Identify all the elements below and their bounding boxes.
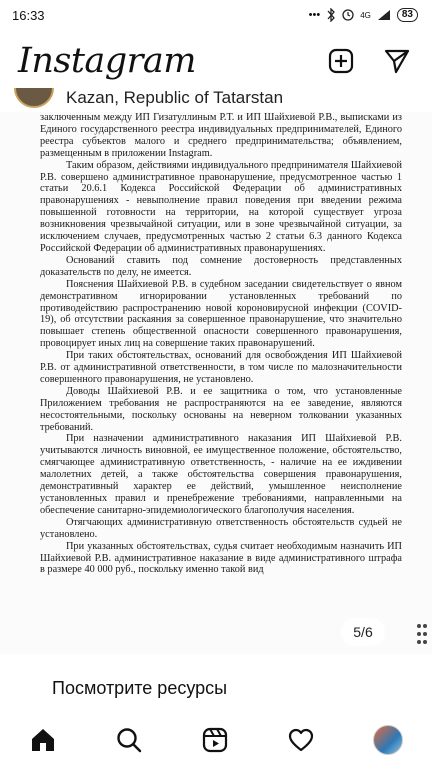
doc-paragraph: Оснований ставить под сомнение достоверность представленных доказательств по делу, не имеется.: [40, 254, 402, 278]
profile-avatar[interactable]: [373, 725, 403, 755]
instagram-logo[interactable]: Instagram: [18, 41, 196, 81]
resources-link[interactable]: Посмотрите ресурсы: [52, 678, 228, 698]
doc-paragraph: Отягчающих административную ответственность обстоятельств судьей не установлено.: [40, 516, 402, 540]
battery-indicator: 83: [397, 8, 418, 22]
alarm-icon: [342, 9, 354, 21]
doc-paragraph: При таких обстоятельствах, оснований для освобождения ИП Шайхиевой Р.В. от административной ответственности, в том числе по малозначительности совершенного правонарушения, не установлено.: [40, 350, 402, 385]
notification-dots: •••: [308, 9, 321, 21]
post-avatar[interactable]: [14, 88, 54, 108]
document-text: [40, 112, 402, 576]
post-location[interactable]: Kazan, Republic of Tatarstan: [66, 88, 284, 107]
create-post-icon[interactable]: [328, 48, 354, 74]
post-image[interactable]: [0, 112, 432, 654]
doc-paragraph: Пояснения Шайхиевой Р.В. в судебном заседании свидетельствует о явном демонстративном игнорировании установленных требований по противодействию распространению новой короновирусной инфекции (COVID-19), об отсутствии раскаяния за совершенное правонарушение, что значительно повышает степень общественной опасности совершенного правонарушения, провоцирует иных лиц на совершение таких правонарушений.: [40, 278, 402, 350]
signal-icon: [377, 9, 391, 21]
doc-paragraph: заключенным между ИП Гизатуллиным Р.Т. и ИП Шайхиевой Р.В., выписками из Единого государственного реестра индивидуальных предпринимателей, Единого реестра субъектов малого и среднего предпринимательства; объявлением, размещенным в приложении Instagram.: [40, 112, 402, 159]
doc-paragraph: При указанных обстоятельствах, судья считает необходимым назначить ИП Шайхиевой Р.В. административное наказание в виде административного штрафа в размере 40 000 руб., поскольку именно такой вид: [40, 540, 402, 576]
direct-message-icon[interactable]: [384, 48, 410, 74]
carousel-page-counter: 5/6: [341, 618, 385, 646]
bottom-nav: [0, 712, 432, 768]
app-bar: [0, 30, 432, 92]
status-icons: [309, 8, 418, 22]
network-label: 4G: [360, 10, 371, 20]
doc-paragraph: Таким образом, действиями индивидуального предпринимателя Шайхиевой Р.В. совершено административное правонарушение, предусмотренное частью 1 статьи 20.6.1 Кодекса Российской Федерации об административных правонарушениях - невыполнение правил поведения при введении режима повышенной готовности на территории, на которой существует угроза возникновения чрезвычайной ситуации, или в зоне чрезвычайной ситуации, за исключением случаев, предусмотренных частью 2 статьи 6.3 данного Кодекса Российской Федерации об административных правонарушениях.: [40, 159, 402, 254]
more-options-icon[interactable]: [416, 622, 428, 646]
heart-icon[interactable]: [287, 726, 315, 754]
bluetooth-icon: [326, 8, 336, 22]
status-time: 16:33: [12, 7, 45, 23]
post-header: [0, 88, 432, 112]
search-icon[interactable]: [115, 726, 143, 754]
home-icon[interactable]: [29, 726, 57, 754]
doc-paragraph: Доводы Шайхиевой Р.В. и ее защитника о том, что установленные Приложением требования не распространяются на ее заведение, являются несостоятельными, поскольку основаны на неверном толковании указанных требований.: [40, 385, 402, 433]
reels-icon[interactable]: [201, 726, 229, 754]
doc-paragraph: При назначении административного наказания ИП Шайхиевой Р.В. учитываются личность виновной, ее имущественное положение, обстоятельство, смягчающее административную ответственность, - наличие на ее иждивении малолетних детей, а также обстоятельства совершения правонарушения, демонстративный характер ее действий, умышленное неисполнение установленных правил и пренебрежение требованиями, направленными на обеспечение санитарно-эпидемиологического благополучия населения.: [40, 433, 402, 516]
status-bar: [0, 0, 432, 30]
